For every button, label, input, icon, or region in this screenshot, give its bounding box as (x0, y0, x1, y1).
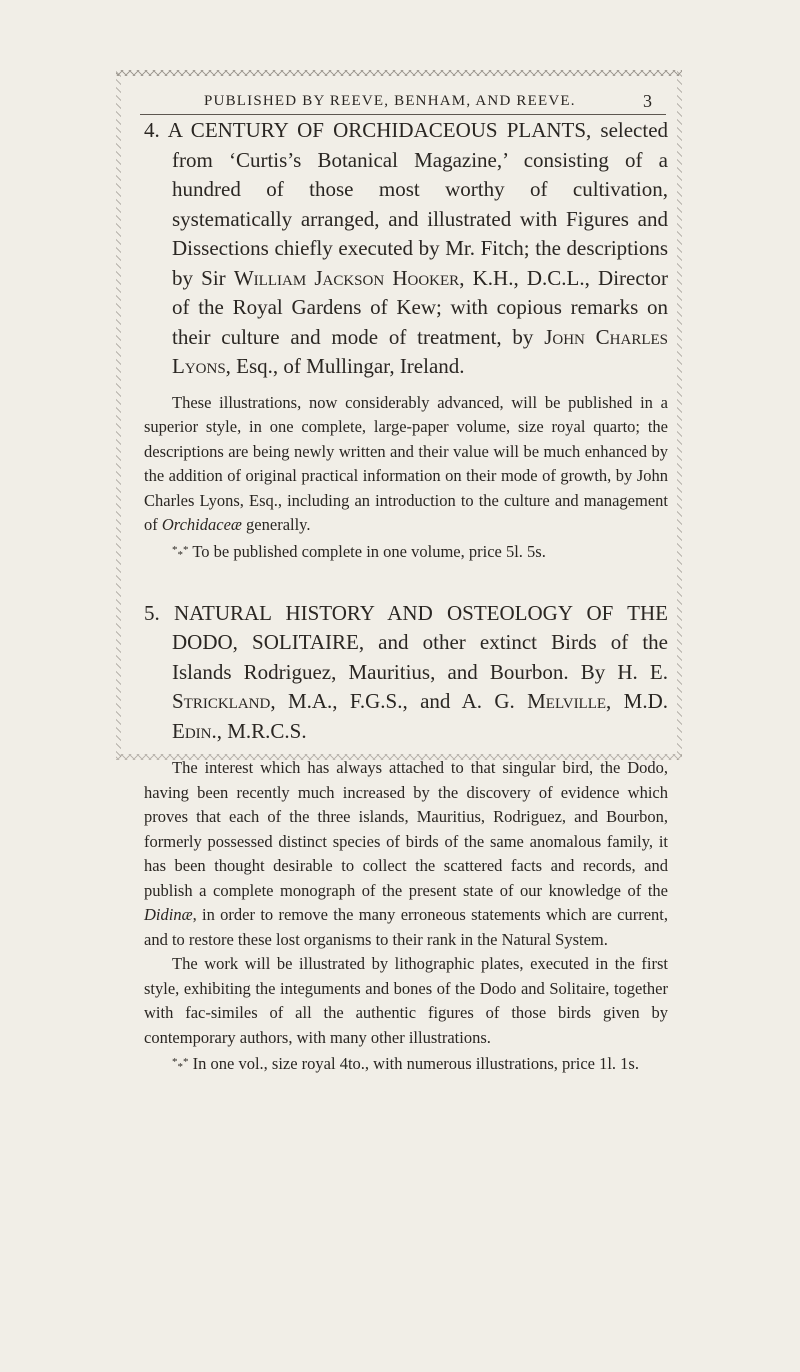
section-4-number: 4. (144, 118, 160, 142)
section-4-paragraph-a: These illustrations, now considerably advanced, will be published in a superior style, in one complete, large-paper volume, size royal quarto; the descriptions are being newly written and their value will be much enhanced by the addition of original practical information on their mode of growth, by John Charles Lyons, Esq., including an introduction to the culture and management of (144, 392, 668, 534)
section-5-note-text: In one vol., size royal 4to., with numerous illustrations, price 1l. 1s. (192, 1054, 639, 1073)
section-4-author-hooker: William Jackson Hooker (233, 265, 460, 290)
section-5-title (144, 599, 668, 747)
section-4-paragraph-italic: Orchidaceæ (161, 515, 242, 534)
section-4-paragraph (144, 391, 668, 538)
section-5-paragraph-1-b: , in order to remove the many erroneous statements which are current, and to restore these lost organisms to their rank in the Natural System. (144, 905, 668, 949)
section-5-title-a: NATURAL HISTORY AND OSTEOLOGY OF THE DODO, SOLITAIRE, (172, 600, 668, 654)
section-4-title-a: A CENTURY OF ORCHIDACEOUS PLANTS, (167, 118, 592, 142)
section-5-number: 5. (144, 600, 160, 625)
section-5-edin: Edin. (172, 718, 217, 743)
section-5-paragraph-1-italic: Didinæ (144, 905, 193, 924)
section-4-author-lyons: John Charles Lyons (172, 324, 668, 378)
section-4-note-text: To be published complete in one volume, price 5l. 5s. (192, 541, 546, 561)
section-5-note: *** In one vol., size royal 4to., with numerous illustrations, price 1l. 1s. (172, 1054, 639, 1073)
section-5-author-melville: Melville (527, 689, 607, 713)
section-4-title-d: , Esq., of Mullingar, Ireland. (225, 354, 465, 378)
header-rule (140, 114, 666, 115)
section-5-paragraph-2: The work will be illustrated by lithographic plates, executed in the first style, exhibiting the integuments and bones of the Dodo and Solitaire, together with fac-similes of all the authentic figures of those birds given by contemporary authors, with many other illustrations. (144, 954, 668, 1047)
section-5-title-c: , M.A., F.G.S., and A. G. (270, 689, 528, 713)
section-5-author-strickland: Strickland (172, 689, 271, 713)
section-5-paragraph-1 (144, 756, 668, 952)
section-5-title-b: and other extinct Birds of the Islands Rodriguez, Mauritius, and Bourbon. By H. E. (172, 630, 668, 684)
running-header (136, 91, 666, 113)
section-4-title-c: , K.H., D.C.L., Director of the Royal Gardens of Kew; with copious remarks on their culture and mode of treatment, by (172, 265, 668, 349)
header-title: PUBLISHED BY REEVE, BENHAM, AND REEVE. (204, 93, 576, 109)
section-5-title-e: , M.R.C.S. (216, 718, 307, 743)
section-5-paragraph-1-a: The interest which has always attached to that singular bird, the Dodo, having been recently much increased by the discovery of evidence which proves that each of the three islands, Mauritius, Rodriguez, and Bourbon, formerly possessed distinct species of birds of the same anomalous family, it has been thought desirable to collect the scattered facts and records, and publish a complete monograph of the present state of our knowledge of the (144, 758, 668, 900)
section-4-title (144, 116, 668, 382)
content (144, 116, 668, 1079)
section-4-title-b: selected from ‘Curtis’s Botanical Magazine,’ consisting of a hundred of those most worthy of cultivation, systematically arranged, and illustrated with Figures and Dissections chiefly executed by Mr. Fitch; the descriptions by Sir (172, 118, 669, 290)
section-4-note: *** To be published complete in one volume, price 5l. 5s. (172, 541, 546, 561)
section-5-title-d: , M.D. (606, 689, 668, 713)
section-4-paragraph-b: generally. (241, 515, 311, 534)
page-number: 3 (643, 91, 652, 111)
